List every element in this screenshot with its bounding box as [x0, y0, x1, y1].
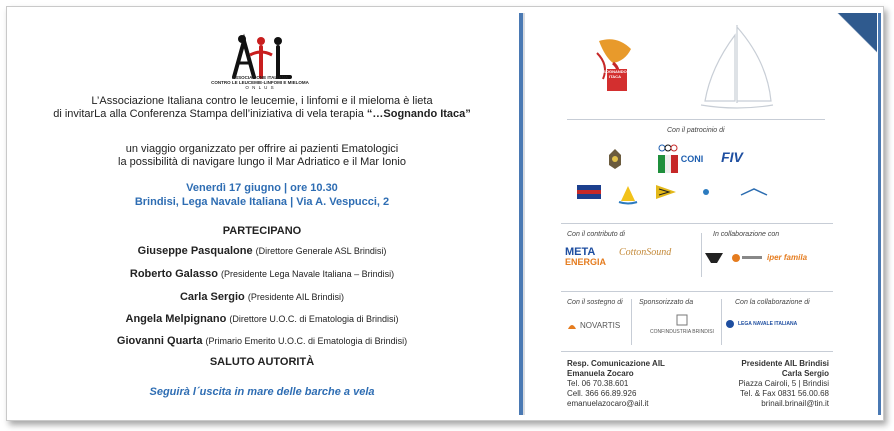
flag-logo-icon	[577, 185, 601, 199]
participant-row: Giuseppe Pasqualone (Direttore Generale ASL Brindisi)	[137, 245, 387, 257]
sognando-itaca-logo-icon	[587, 35, 642, 95]
sponsorizzato-label: Sponsorizzato da	[639, 299, 694, 306]
novartis-logo: NOVARTIS	[567, 320, 620, 330]
participant-row: Carla Sergio (Presidente AIL Brindisi)	[179, 291, 345, 303]
participant-row: Giovanni Quarta (Primario Emerito U.O.C. di Ematologia di Brindisi)	[116, 335, 408, 347]
event-title: “…Sognando Itaca”	[366, 108, 471, 120]
right-panel	[527, 7, 877, 420]
description-line-1: un viaggio organizzato per offrire ai pazienti Ematologici	[125, 143, 399, 155]
closing-heading: SALUTO AUTORITÀ	[209, 356, 315, 368]
emblem-icon	[607, 147, 623, 171]
sailboat-icon	[697, 21, 777, 111]
description-line-2: la possibilità di navigare lungo il Mar Adriatico e il Mar Ionio	[118, 156, 406, 168]
meta-energia-logo: META ENERGIA	[565, 246, 607, 267]
column-separator	[701, 233, 702, 277]
sail-logo-icon	[617, 183, 639, 205]
event-date: Venerdì 17 giugno | ore 10.30	[186, 182, 338, 194]
sostegno-label: Con il sostegno di	[567, 299, 623, 306]
column-separator	[631, 299, 632, 345]
sponsor-logo	[685, 187, 727, 197]
wave-icon	[702, 188, 710, 196]
contact-left: Resp. Comunicazione AIL Emanuela Zocaro Tel. 06 70.38.601 Cell. 366 66.89.926 emanuelazocaro@ail.it	[567, 359, 665, 408]
participant-row: Angela Melpignano (Direttore U.O.C. di Ematologia di Brindisi)	[125, 313, 399, 325]
contact-right: Presidente AIL Brindisi Carla Sergio Piazza Cairoli, 5 | Brindisi Tel. & Fax 0831 56.00.68 brinail.brinail@tin.it	[738, 359, 829, 408]
protagonist-logo	[732, 185, 776, 199]
right-edge-bar	[878, 13, 881, 415]
confindustria-logo: CONFINDUSTRIA BRINDISI	[647, 313, 717, 335]
coni-label: CONI	[680, 154, 704, 164]
center-divider-shadow	[523, 13, 525, 415]
section-separator	[561, 223, 833, 224]
participants-heading: PARTECIPANO	[222, 225, 302, 237]
partner-logo-icon	[731, 251, 763, 265]
ipercoop-logo: iper famila	[767, 253, 808, 262]
footer-note: Seguirà l´uscita in mare delle barche a vela	[149, 386, 375, 398]
collaborazione2-label: Con la collaborazione di	[735, 299, 810, 306]
stamp-text: SOGNANDO ITACA	[603, 69, 627, 79]
protagonist-icon	[739, 187, 769, 197]
contributo-label: Con il contributo di	[567, 231, 625, 238]
event-place: Brindisi, Lega Navale Italiana | Via A. Vespucci, 2	[134, 196, 390, 208]
arena-logo-icon	[703, 251, 725, 265]
cottonsound-logo: CottonSound	[619, 247, 672, 258]
logo-caption: ASSOCIAZIONE ITALIANA CONTRO LE LEUCEMIE-LINFOMI E MIELOMA O N L U S	[211, 75, 309, 90]
left-panel	[7, 7, 517, 420]
lni-icon	[725, 319, 735, 329]
invitation-card	[6, 6, 884, 421]
pennant-logo-icon	[655, 184, 677, 200]
lni-logo: LEGA NAVALE ITALIANA	[725, 319, 797, 329]
section-separator	[561, 351, 833, 352]
coni-logo-icon	[655, 143, 681, 175]
column-separator	[721, 299, 722, 345]
patrocinio-label: Con il patrocinio di	[667, 127, 725, 134]
confindustria-icon	[674, 313, 690, 327]
collaborazione-label: In collaborazione con	[713, 231, 780, 238]
invite-line-1: L’Associazione Italiana contro le leucemie, i linfomi e il mieloma è lieta	[91, 95, 433, 107]
invite-line-2: di invitarLa alla Conferenza Stampa dell’iniziativa di vela terapia “…Sognando Itaca”	[53, 108, 471, 120]
participant-row: Roberto Galasso (Presidente Lega Navale Italiana – Brindisi)	[129, 268, 395, 280]
section-separator	[567, 119, 825, 120]
novartis-icon	[567, 320, 577, 330]
fiv-logo: FIV	[721, 149, 743, 165]
section-separator	[561, 291, 833, 292]
